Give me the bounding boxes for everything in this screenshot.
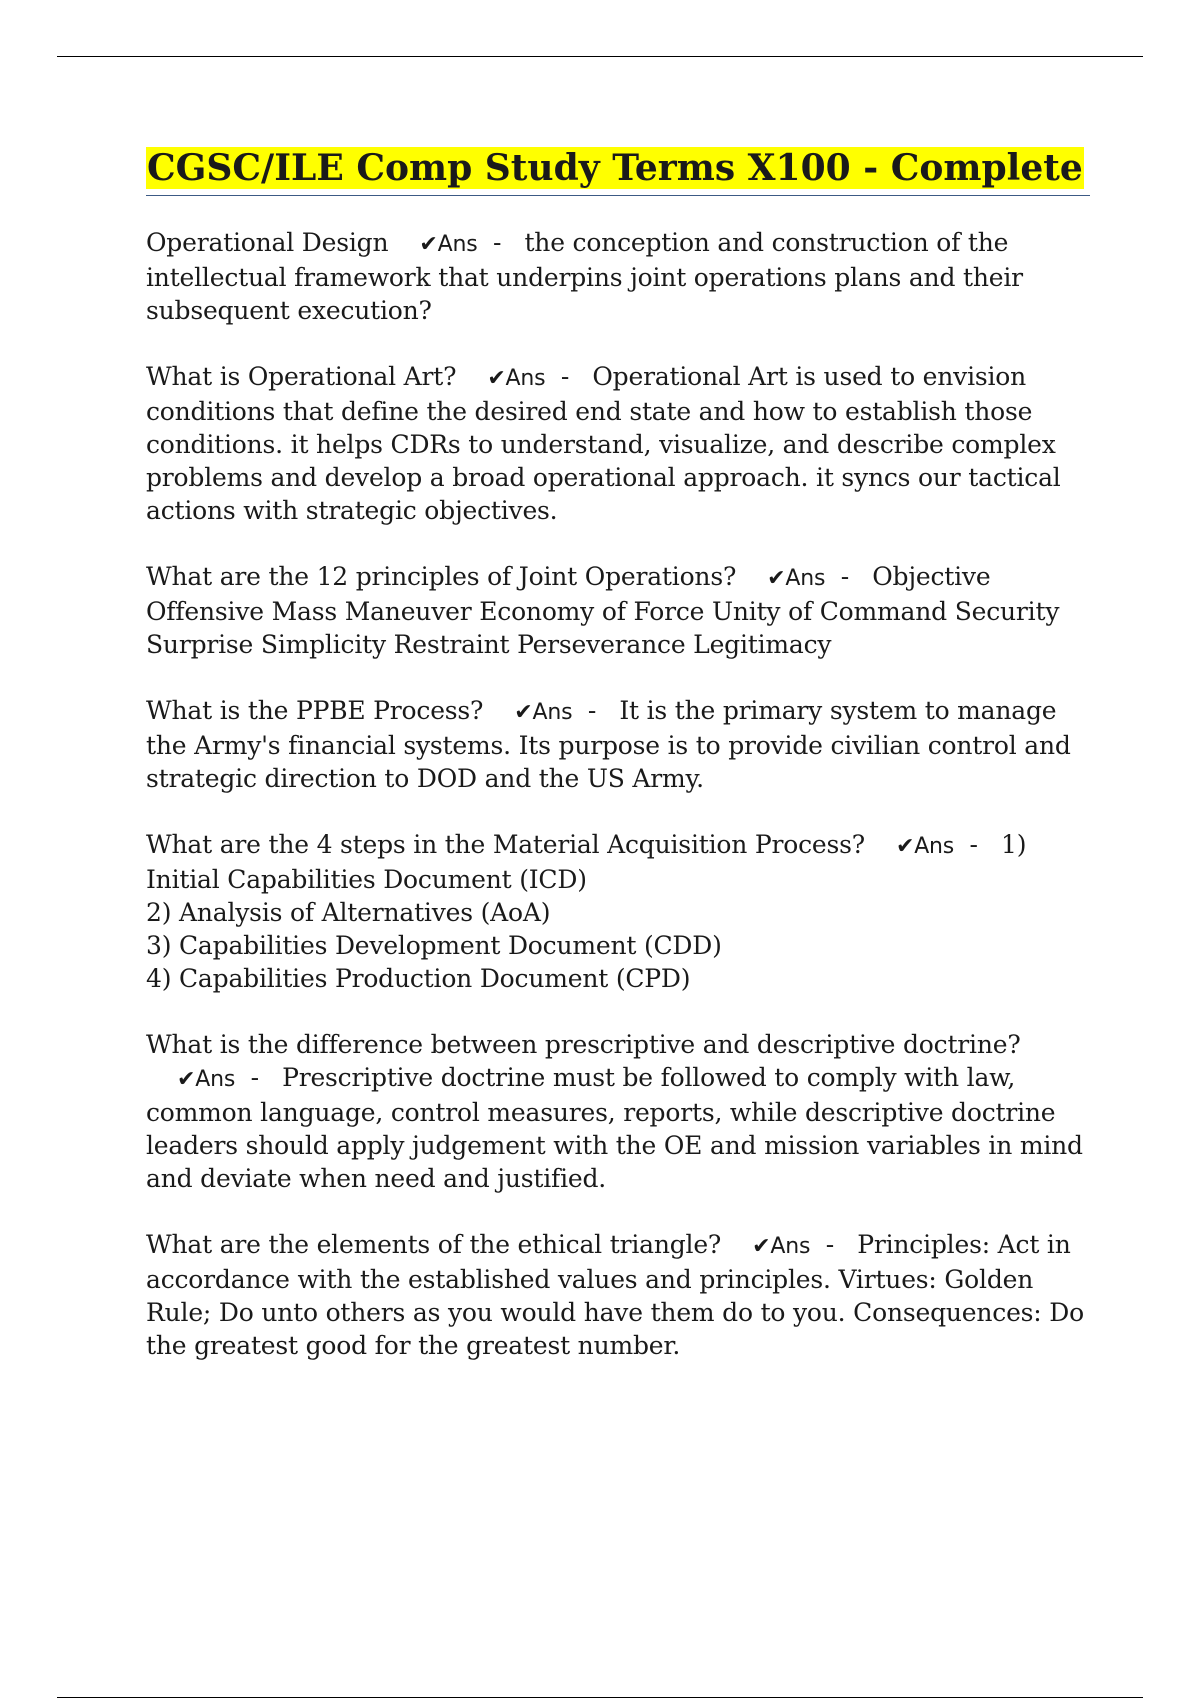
answer-marker: ✔Ans: [177, 1067, 236, 1092]
question: What are the 4 steps in the Material Acquisition Process?: [146, 830, 865, 859]
answer: 1) Initial Capabilities Document (ICD): [146, 830, 1027, 894]
question: What is Operational Art?: [146, 362, 457, 391]
page-title: CGSC/ILE Comp Study Terms X100 - Complete: [147, 147, 1083, 189]
answer: It is the primary system to manage the Army's financial systems. Its purpose is to provide civilian control and strategic direction to DOD and the US Army.: [146, 696, 1071, 793]
answer-line: 3) Capabilities Development Document (CDD): [146, 931, 722, 960]
bottom-rule: [57, 1697, 1143, 1698]
answer: Operational Art is used to envision conditions that define the desired end state and how to establish those conditions. it helps CDRs to understand, visualize, and describe complex problems and develop a broad operational approach. it syncs our tactical actions with strategic objectives.: [146, 362, 1061, 525]
qa-entry-operational-design: Operational Design ✔Ans - the conception and construction of the intellectual framework that underpins joint operations plans and their subsequent execution?: [146, 228, 1023, 325]
qa-entry-operational-art: What is Operational Art? ✔Ans - Operational Art is used to envision conditions that define the desired end state and how to establish those conditions. it helps CDRs to understand, visualize, and describe complex problems and develop a broad operational approach. it syncs our tactical actions with strategic objectives.: [146, 362, 1061, 525]
qa-entry-ppbe: What is the PPBE Process? ✔Ans - It is the primary system to manage the Army's financial systems. Its purpose is to provide civilian control and strategic direction to DOD and the US Army.: [146, 696, 1071, 793]
question: Operational Design: [146, 228, 389, 257]
answer-marker: ✔Ans: [419, 232, 478, 257]
answer: Principles: Act in accordance with the established values and principles. Virtues: Golden Rule; Do unto others as you would have them do to you. Consequences: Do the greatest good for the greatest number.: [146, 1230, 1084, 1360]
question: What is the PPBE Process?: [146, 696, 484, 725]
answer-line: 2) Analysis of Alternatives (AoA): [146, 898, 551, 927]
answer-marker: ✔Ans: [487, 366, 546, 391]
question: What are the 12 principles of Joint Operations?: [146, 562, 737, 591]
answer-marker: ✔Ans: [895, 834, 955, 859]
question: What are the elements of the ethical triangle?: [146, 1230, 722, 1259]
question: What is the difference between prescriptive and descriptive doctrine?: [146, 1030, 1021, 1059]
answer: Prescriptive doctrine must be followed to comply with law, common language, control measures, reports, while descriptive doctrine leaders should apply judgement with the OE and mission variables in mind and deviate when need and justified.: [146, 1063, 1083, 1193]
answer-line: 4) Capabilities Production Document (CPD): [146, 964, 691, 993]
qa-entry-joint-principles: What are the 12 principles of Joint Operations? ✔Ans - Objective Offensive Mass Maneuver Economy of Force Unity of Command Security Surprise Simplicity Restraint Perseverance Legitimacy: [146, 562, 1060, 659]
qa-entry-ethical-triangle: What are the elements of the ethical triangle? ✔Ans - Principles: Act in accordance with the established values and principles. Virtues: Golden Rule; Do unto others as you would have them do to you. Consequences: Do the greatest good for the greatest number.: [146, 1230, 1084, 1360]
qa-entry-doctrine: What is the difference between prescriptive and descriptive doctrine? ✔Ans - Prescriptive doctrine must be followed to comply with law, common language, control measures, reports, while descriptive doctrine leaders should apply judgement with the OE and mission variables in mind and deviate when need and justified.: [146, 1030, 1083, 1193]
document-body: [146, 147, 1090, 1395]
answer-marker: ✔Ans: [767, 566, 826, 591]
answer: the conception and construction of the intellectual framework that underpins joint operations plans and their subsequent execution?: [146, 228, 1023, 325]
answer: Objective Offensive Mass Maneuver Economy of Force Unity of Command Security Surprise Simplicity Restraint Perseverance Legitimacy: [146, 562, 1060, 659]
qa-entry-acquisition-process: What are the 4 steps in the Material Acquisition Process? ✔Ans - 1) Initial Capabilities Document (ICD) 2) Analysis of Alternatives (AoA) 3) Capabilities Development Document (CDD) 4) Capabilities Production Document (CPD): [146, 828, 1090, 995]
top-rule: [57, 56, 1143, 57]
answer-marker: ✔Ans: [514, 700, 573, 725]
answer-marker: ✔Ans: [752, 1234, 811, 1259]
title-block: [146, 147, 1090, 196]
